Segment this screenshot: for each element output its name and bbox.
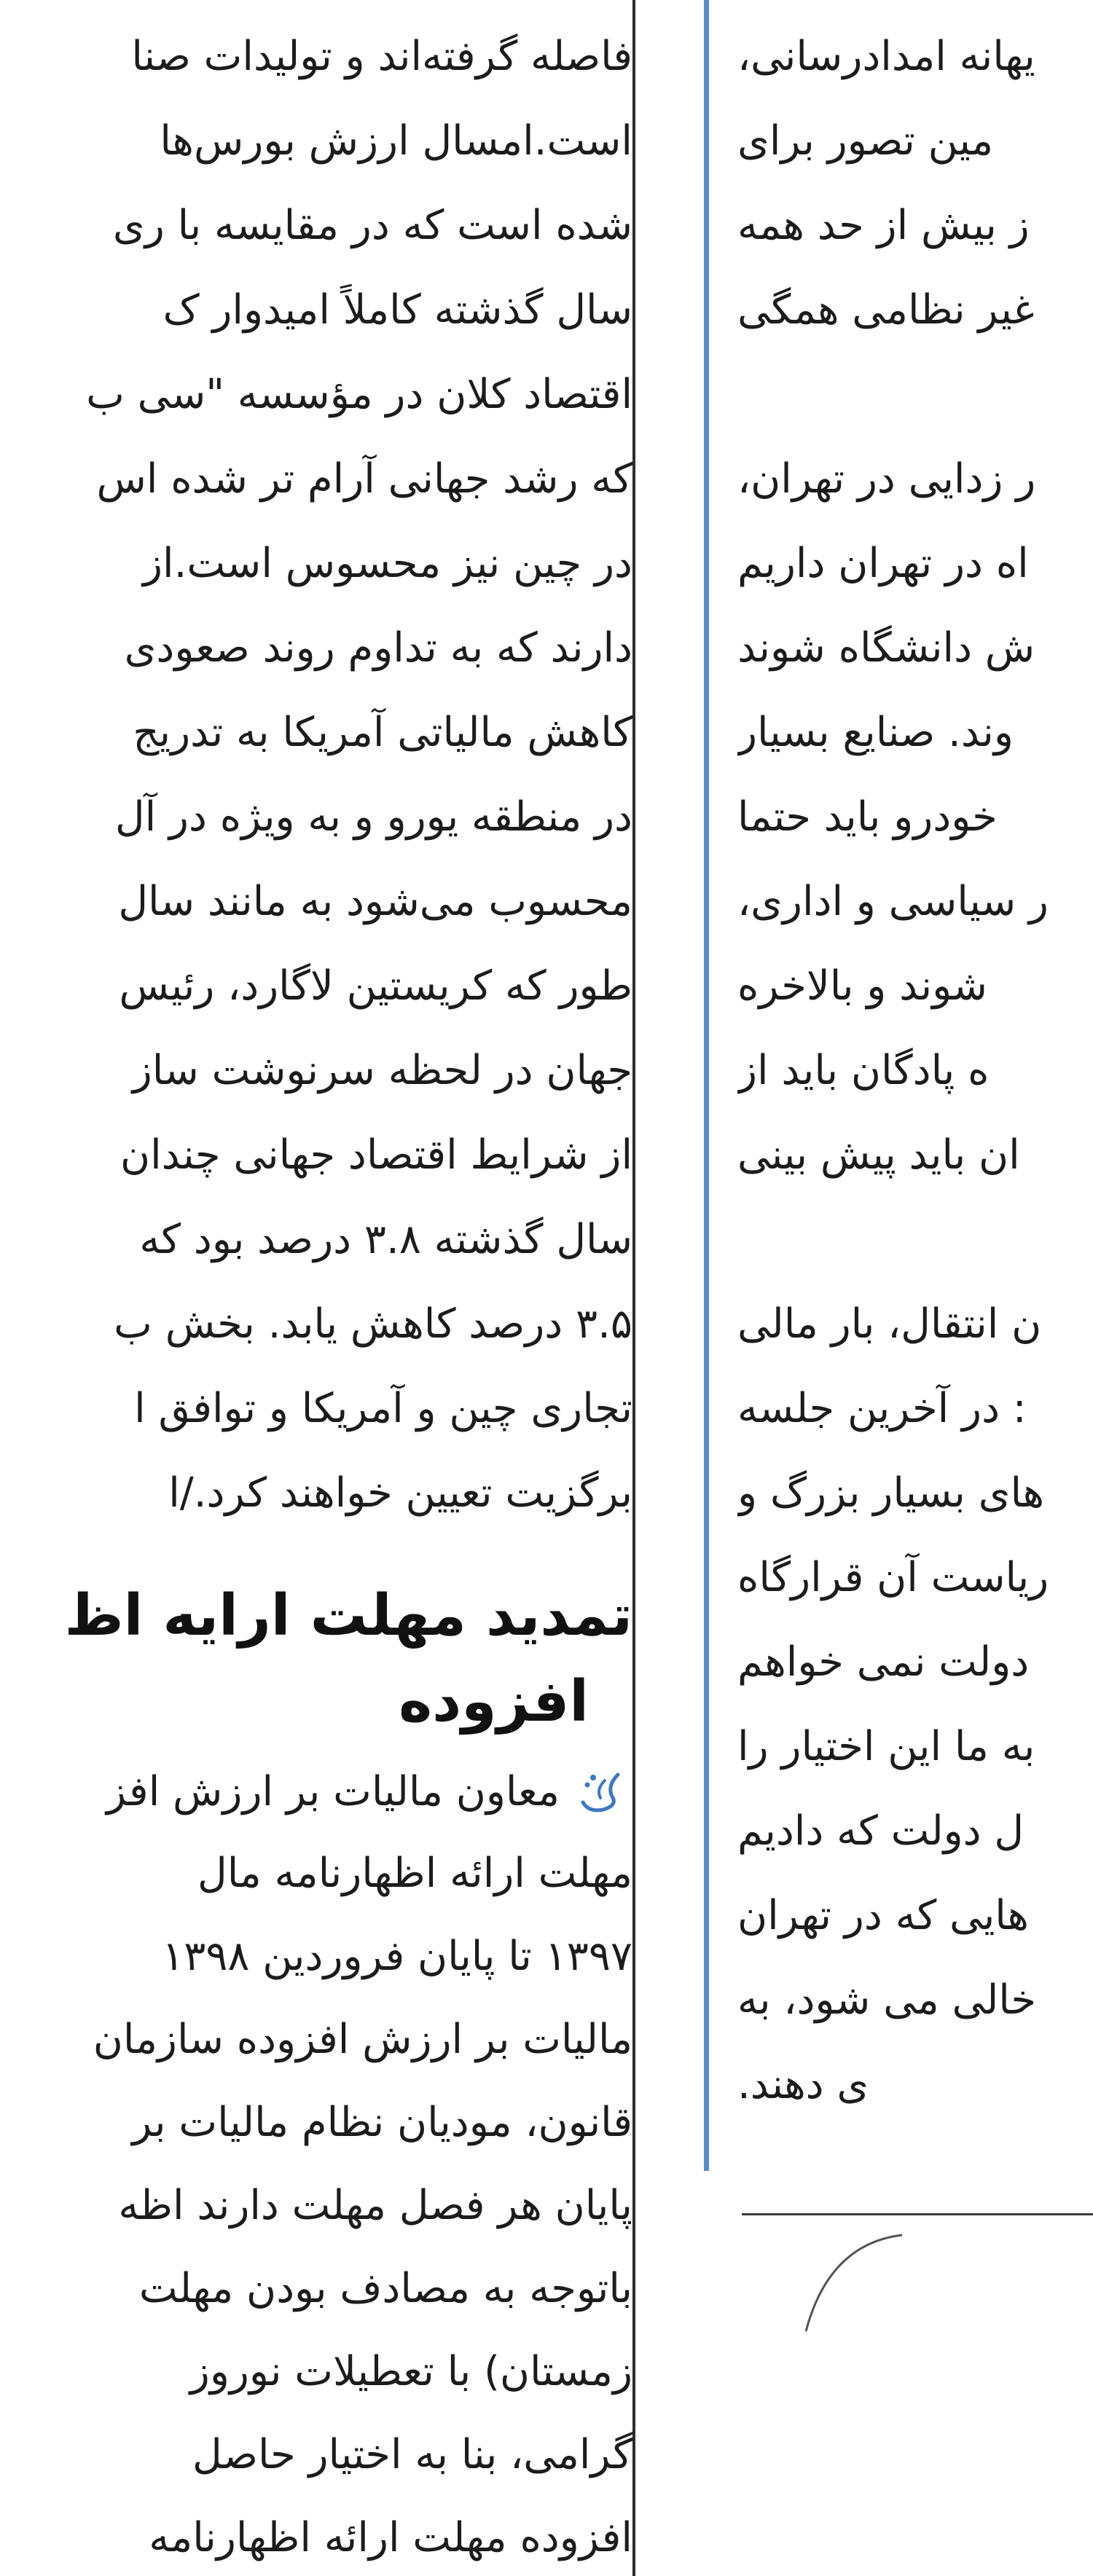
article-text-line: از شرایط اقتصاد جهانی چندان — [120, 1131, 632, 1179]
article-text-line: هایی که در تهران — [737, 1892, 1029, 1939]
article-text-line: برگزیت تعیین خواهند کرد./ا — [168, 1469, 632, 1517]
column-divider-dark — [632, 0, 635, 2576]
column-divider-blue — [704, 0, 709, 2171]
article-text-line: ش دانشگاه شوند — [737, 624, 1035, 672]
article-text-line: محسوب می‌شود به مانند سال — [118, 878, 632, 925]
article-text-line: دارند که به تداوم روند صعودی — [124, 624, 632, 672]
article-text-line: اقتصاد کلان در مؤسسه "سی ب — [86, 371, 632, 418]
news-agency-logo-icon — [567, 1760, 632, 1826]
article-text-line: فاصله گرفته‌اند و تولیدات صنا — [131, 33, 632, 80]
article-text-line: یهانه امدادرسانی، — [737, 33, 1035, 80]
article-text-line: گرامی، بنا به اختیار حاصل — [192, 2431, 632, 2478]
article-text-line: ی دهند. — [737, 2061, 869, 2108]
article-text-line: پایان هر فصل مهلت دارند اظه — [118, 2182, 632, 2229]
article-text-line: جهان در لحظه سرنوشت ساز — [132, 1047, 632, 1094]
article-text-line: کاهش مالیاتی آمریکا به تدریج — [133, 709, 632, 756]
article-text-line: باتوجه به مصادف بودن مهلت — [138, 2265, 632, 2312]
article-text-line: های بسیار بزرگ و — [737, 1469, 1045, 1517]
article-text-line: ن انتقال، بار مالی — [737, 1300, 1042, 1348]
article-text-line: سال گذشته کاملاً امیدوار ک — [162, 286, 632, 334]
article-text-line: که رشد جهانی آرام تر شده اس — [96, 455, 632, 503]
article-headline-line1: تمدید مهلت ارایه اظ — [64, 1583, 632, 1649]
article-text-line: ه پادگان باید از — [737, 1047, 990, 1094]
right-article-column — [737, 0, 1093, 2576]
section-divider-line — [742, 2213, 1093, 2215]
article-text-line: خودرو باید حتما — [737, 793, 998, 841]
article-text-line: است.امسال ارزش بورس‌ها — [160, 117, 632, 165]
article-text-line: سال گذشته ۳.۸ درصد بود که — [139, 1216, 632, 1263]
article-text-line: ر سیاسی و اداری، — [737, 878, 1049, 925]
article-text-line: ۳.۵ درصد کاهش یابد. بخش ب — [114, 1300, 632, 1348]
article-lead-first-line: معاون مالیات بر ارزش افز — [106, 1768, 560, 1815]
article-text-line: دولت نمی خواهم — [737, 1638, 1030, 1686]
article-text-line: در چین نیز محسوس است.از — [143, 540, 632, 587]
article-text-line: : در آخرین جلسه — [737, 1385, 1027, 1432]
article-text-line: ر زدایی در تهران، — [737, 455, 1036, 503]
article-text-line: ز بیش از حد همه — [737, 202, 1030, 249]
article-text-line: غیر نظامی همگی — [737, 286, 1035, 334]
article-text-line: مین تصور برای — [737, 117, 994, 165]
article-text-line: خالی می شود، به — [737, 1976, 1036, 2024]
article-text-line: مالیات بر ارزش افزوده سازمان — [93, 2016, 632, 2063]
article-text-line: اه در تهران داریم — [737, 540, 1029, 587]
article-headline-line2: افزوده — [399, 1669, 589, 1735]
article-text-line: وند. صنایع بسیار — [737, 709, 1014, 756]
article-text-line: قانون، مودیان نظام مالیات بر — [132, 2099, 632, 2146]
article-text-line: ریاست آن قرارگاه — [737, 1554, 1049, 1601]
article-text-line: افزوده مهلت ارائه اظهارنامه — [149, 2514, 632, 2561]
article-text-line: به ما این اختیار را — [737, 1723, 1035, 1770]
article-text-line: شده است که در مقایسه با ری — [112, 202, 632, 249]
article-text-line: ل دولت که دادیم — [737, 1807, 1025, 1855]
article-text-line: در منطقه یورو و به ویژه در آل — [114, 793, 632, 841]
article-text-line: ۱۳۹۷ تا پایان فروردین ۱۳۹۸ — [162, 1933, 632, 1980]
decorative-swoosh-icon — [800, 2229, 909, 2360]
article-text-line: زمستان) با تعطیلات نوروز — [189, 2348, 632, 2395]
article-text-line: طور که کریستین لاگارد، رئیس — [119, 962, 632, 1010]
article-text-line: ان باید پیش بینی — [737, 1131, 1020, 1179]
article-text-line: شوند و بالاخره — [737, 962, 987, 1010]
article-text-line: تجاری چین و آمریکا و توافق ا — [134, 1385, 632, 1432]
article-text-line: مهلت ارائه اظهارنامه مال — [197, 1850, 632, 1897]
